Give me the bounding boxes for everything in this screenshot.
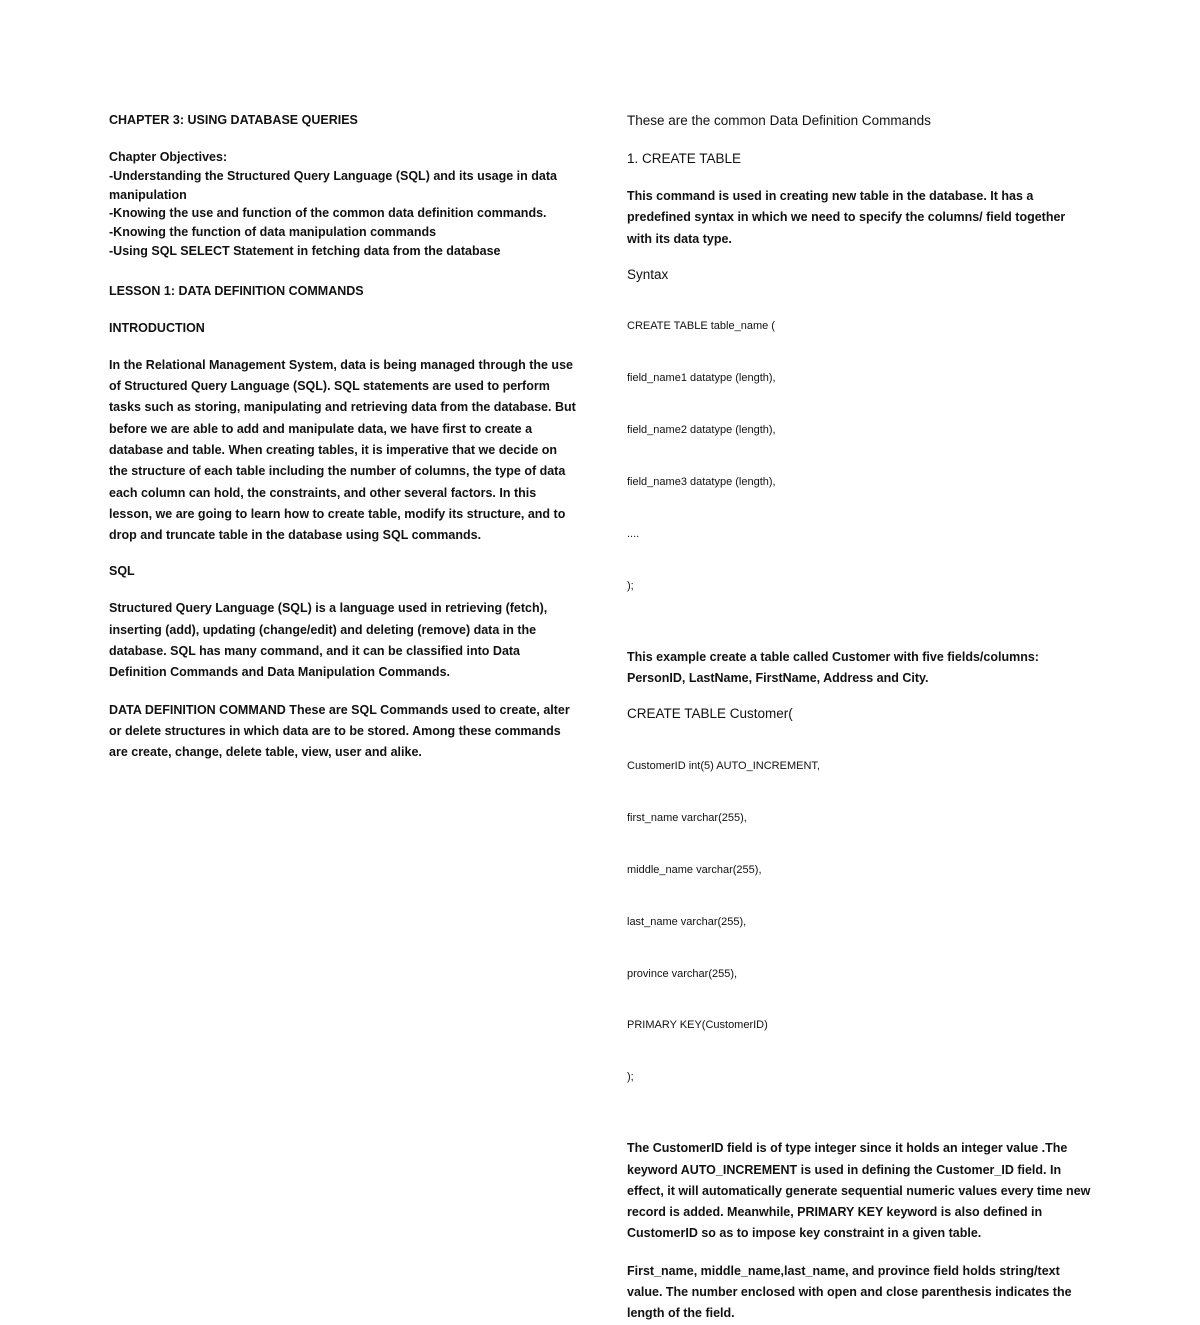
example-line: province varchar(255), [627, 967, 738, 980]
lesson-title: LESSON 1: DATA DEFINITION COMMANDS [109, 283, 364, 298]
sql-heading: SQL [109, 564, 135, 579]
syntax-line: ); [627, 579, 634, 592]
fields-paragraph: First_name, middle_name,last_name, and province field holds string/text value. The number enclosed with open and close parenthesis indicates the length of the field. [627, 1263, 1072, 1321]
example-description: This example create a table called Customer with five fields/columns: PersonID, LastName, FirstName, Address and City. [627, 649, 1039, 686]
chapter-objectives [109, 148, 579, 261]
chapter-title: CHAPTER 3: USING DATABASE QUERIES [109, 113, 358, 127]
create-table-heading: 1. CREATE TABLE [627, 151, 742, 166]
introduction-heading: INTRODUCTION [109, 320, 205, 335]
objective-item: -Knowing the function of data manipulation commands [109, 225, 437, 240]
common-commands-heading: These are the common Data Definition Commands [627, 113, 931, 128]
example-line: first_name varchar(255), [627, 811, 747, 824]
customerid-paragraph: The CustomerID field is of type integer since it holds an integer value .The keyword AUTO_INCREMENT is used in defining the Customer_ID field. In effect, it will automatically generate sequential numeric values every time new record is added. Meanwhile, PRIMARY KEY keyword is also defined in CustomerID so as to impose key constraint in a given table. [627, 1141, 1091, 1241]
ddc-paragraph: DATA DEFINITION COMMAND These are SQL Commands used to create, alter or delete structures in which data are to be stored. Among these commands are create, change, delete table, view, user and alike. [109, 702, 570, 760]
syntax-line: CREATE TABLE table_name ( [627, 320, 775, 333]
objective-item: -Using SQL SELECT Statement in fetching data from the database [109, 243, 501, 258]
syntax-line: field_name2 datatype (length), [627, 424, 776, 437]
example-line: last_name varchar(255), [627, 915, 747, 928]
syntax-code-block [627, 284, 1092, 630]
sql-paragraph: Structured Query Language (SQL) is a language used in retrieving (fetch), inserting (add), updating (change/edit) and deleting (remove) data in the database. SQL has many command, and it can be classified into Data Definition Commands and Data Manipulation Commands. [109, 601, 548, 680]
right-column [627, 111, 1092, 1325]
example-line: ); [627, 1071, 634, 1084]
syntax-line: .... [627, 528, 640, 541]
example-line: middle_name varchar(255), [627, 863, 762, 876]
syntax-line: field_name3 datatype (length), [627, 476, 776, 489]
example-first-line: CREATE TABLE Customer( [627, 706, 793, 722]
left-column [109, 111, 579, 764]
objectives-heading: Chapter Objectives: [109, 150, 228, 164]
example-code-block [627, 723, 1092, 1121]
objective-item: -Knowing the use and function of the common data definition commands. [109, 206, 547, 221]
objective-item: -Understanding the Structured Query Language (SQL) and its usage in data manipulation [109, 168, 557, 202]
syntax-line: field_name1 datatype (length), [627, 372, 776, 385]
create-table-description: This command is used in creating new table in the database. It has a predefined syntax in which we need to specify the columns/ field together with its data type. [627, 189, 1066, 246]
example-line: CustomerID int(5) AUTO_INCREMENT, [627, 760, 820, 773]
syntax-label: Syntax [627, 266, 669, 282]
example-line: PRIMARY KEY(CustomerID) [627, 1019, 768, 1032]
introduction-paragraph: In the Relational Management System, data is being managed through the use of Structured Query Language (SQL). SQL statements are used to perform tasks such as storing, manipulating and retrieving data from the database. But before we are able to add and manipulate data, we have first to create a database and table. When creating tables, it is imperative that we decide on the structure of each table including the number of columns, the type of data each column can hold, the constraints, and other several factors. In this lesson, we are going to learn how to create table, modify its structure, and to drop and truncate table in the database using SQL commands. [109, 357, 576, 543]
